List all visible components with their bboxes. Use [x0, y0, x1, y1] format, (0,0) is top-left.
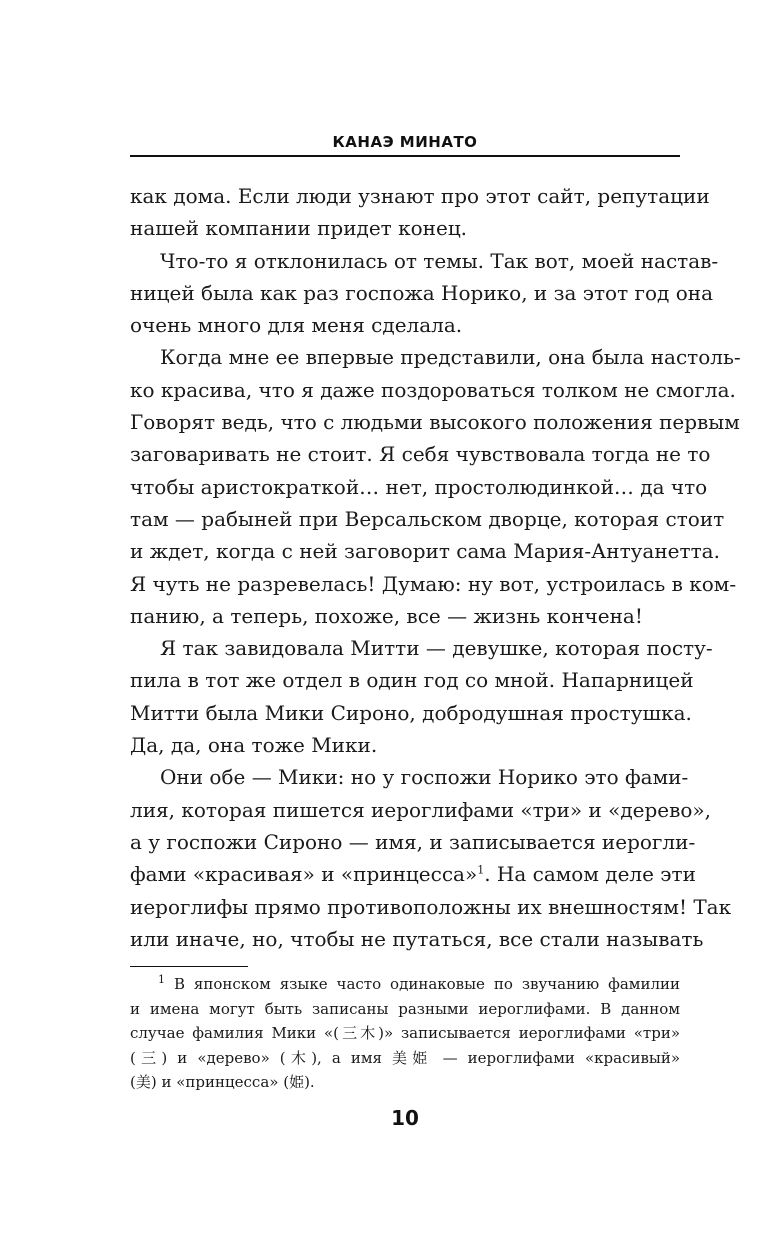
text-line: Говорят ведь, что с людьми высокого положения первым [130, 410, 740, 435]
footnote-line: (美) и «принцесса» (姫). [130, 1073, 315, 1091]
footnote-rule [130, 966, 248, 967]
text-line: лия, которая пишется иероглифами «три» и «дерево», [130, 797, 712, 822]
text-line: Митти была Мики Сироно, добродушная простушка. [130, 700, 692, 725]
text-line: чтобы аристократкой… нет, простолюдинкой… да что [130, 474, 708, 499]
text-line: иероглифы прямо противоположны их внешностям! Так [130, 894, 732, 919]
footnote-line: (三) и «дерево» (木), а имя 美姫 — иероглифами «красивый» [130, 1048, 680, 1067]
footnote-line: случае фамилия Мики «(三木)» записывается иероглифами «три» [130, 1024, 680, 1042]
text-line: нашей компании придет конец. [130, 216, 468, 241]
footnote-line [130, 972, 680, 997]
page-number: 10 [391, 1106, 419, 1130]
text-line [130, 858, 696, 890]
text-line: заговаривать не стоит. Я себя чувствовала тогда не то [130, 442, 711, 467]
text-line: ницей была как раз госпожа Норико, и за этот год она [130, 280, 713, 305]
text-line: пила в тот же отдел в один год со мной. Напарницей [130, 668, 694, 693]
text-line: а у госпожи Сироно — имя, и записывается иерогли- [130, 829, 696, 854]
text-segment: фами «красивая» и «принцесса» [130, 862, 478, 887]
text-line: или иначе, но, чтобы не путаться, все стали называть [130, 926, 704, 951]
footnote [130, 972, 680, 1095]
text-line: Я так завидовала Митти — девушке, которая посту- [160, 636, 713, 661]
text-line: Они обе — Мики: но у госпожи Норико это фами- [160, 765, 689, 790]
footnote-marker: 1 [158, 973, 165, 986]
text-line: Что-то я отклонилась от темы. Так вот, моей настав- [160, 248, 719, 273]
text-line: Я чуть не разревелась! Думаю: ну вот, устроилась в ком- [130, 571, 737, 596]
text-line: ко красива, что я даже поздороваться толком не смогла. [130, 377, 736, 402]
footnote-line: и имена могут быть записаны разными иероглифами. В данном [130, 999, 680, 1018]
text-segment: . На самом деле эти [484, 862, 696, 887]
text-line: Да, да, она тоже Мики. [130, 733, 378, 758]
running-title: КАНАЭ МИНАТО [332, 133, 478, 151]
text-line: панию, а теперь, похоже, все — жизнь кончена! [130, 603, 643, 628]
text-line: и ждет, когда с ней заговорит сама Мария-Антуанетта. [130, 539, 720, 564]
text-line: Когда мне ее впервые представили, она была настоль- [160, 345, 741, 370]
text-line: очень много для меня сделала. [130, 313, 463, 338]
body-text [130, 180, 741, 955]
footnote-text: В японском языке часто одинаковые по звучанию фамилии [173, 975, 680, 993]
text-line: там — рабыней при Версальском дворце, которая стоит [130, 506, 725, 531]
footnote-reference[interactable]: 1 [477, 863, 485, 877]
text-line: как дома. Если люди узнают про этот сайт, репутации [130, 184, 710, 208]
header-rule [130, 155, 680, 157]
